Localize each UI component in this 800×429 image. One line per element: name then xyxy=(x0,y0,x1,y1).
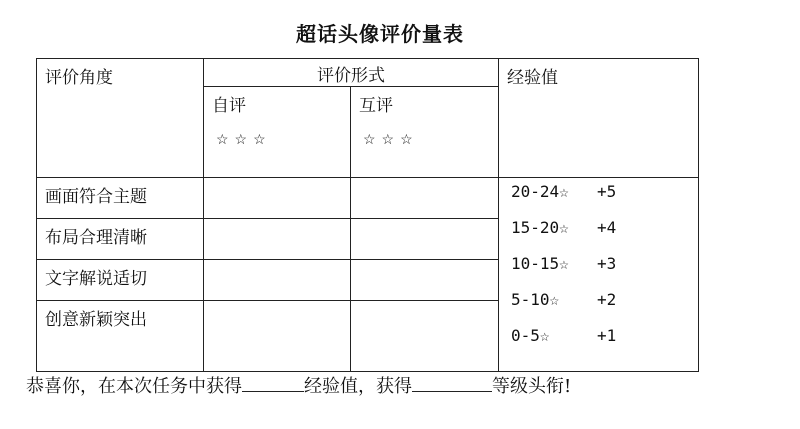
criterion-3: 文字解说适切 xyxy=(37,260,204,301)
self-eval-stars: ☆☆☆ xyxy=(216,132,272,148)
peer-eval-label: 互评 xyxy=(359,96,393,116)
exp-bonus: +1 xyxy=(597,326,617,345)
self-eval-label: 自评 xyxy=(212,96,246,116)
criterion-4: 创意新颖突出 xyxy=(37,301,204,372)
peer-eval-header xyxy=(351,87,499,178)
peer-score-4[interactable] xyxy=(351,301,499,372)
rubric-table xyxy=(36,58,698,362)
title-blank[interactable] xyxy=(412,375,492,392)
page-title: 超话头像评价量表 xyxy=(296,22,464,46)
self-score-2[interactable] xyxy=(204,219,351,260)
criterion-1: 画面符合主题 xyxy=(37,178,204,219)
exp-range: 10-15☆ xyxy=(511,254,569,273)
exp-bonus: +2 xyxy=(597,290,617,309)
exp-range: 0-5☆ xyxy=(511,326,550,345)
exp-table xyxy=(499,178,699,372)
peer-score-2[interactable] xyxy=(351,219,499,260)
exp-row xyxy=(511,326,698,362)
header-exp: 经验值 xyxy=(499,59,699,178)
peer-score-1[interactable] xyxy=(351,178,499,219)
self-eval-header xyxy=(204,87,351,178)
self-score-3[interactable] xyxy=(204,260,351,301)
exp-row xyxy=(511,290,698,326)
exp-range: 5-10☆ xyxy=(511,290,560,309)
self-score-1[interactable] xyxy=(204,178,351,219)
exp-bonus: +3 xyxy=(597,254,617,273)
peer-eval-stars: ☆☆☆ xyxy=(363,132,419,148)
exp-range: 15-20☆ xyxy=(511,218,569,237)
peer-score-3[interactable] xyxy=(351,260,499,301)
self-score-4[interactable] xyxy=(204,301,351,372)
exp-row xyxy=(511,254,698,290)
header-angle: 评价角度 xyxy=(37,59,204,178)
exp-row xyxy=(511,182,698,218)
criterion-2: 布局合理清晰 xyxy=(37,219,204,260)
footer-sentence xyxy=(26,372,571,398)
header-form: 评价形式 xyxy=(204,59,499,87)
exp-blank[interactable] xyxy=(242,375,304,392)
exp-bonus: +4 xyxy=(597,218,617,237)
footer-text-1: 恭喜你，在本次任务中获得 xyxy=(26,376,242,397)
exp-row xyxy=(511,218,698,254)
footer-text-3: 等级头衔! xyxy=(492,376,572,397)
exp-range: 20-24☆ xyxy=(511,182,569,201)
exp-bonus: +5 xyxy=(597,182,617,201)
footer-text-2: 经验值，获得 xyxy=(304,376,412,397)
